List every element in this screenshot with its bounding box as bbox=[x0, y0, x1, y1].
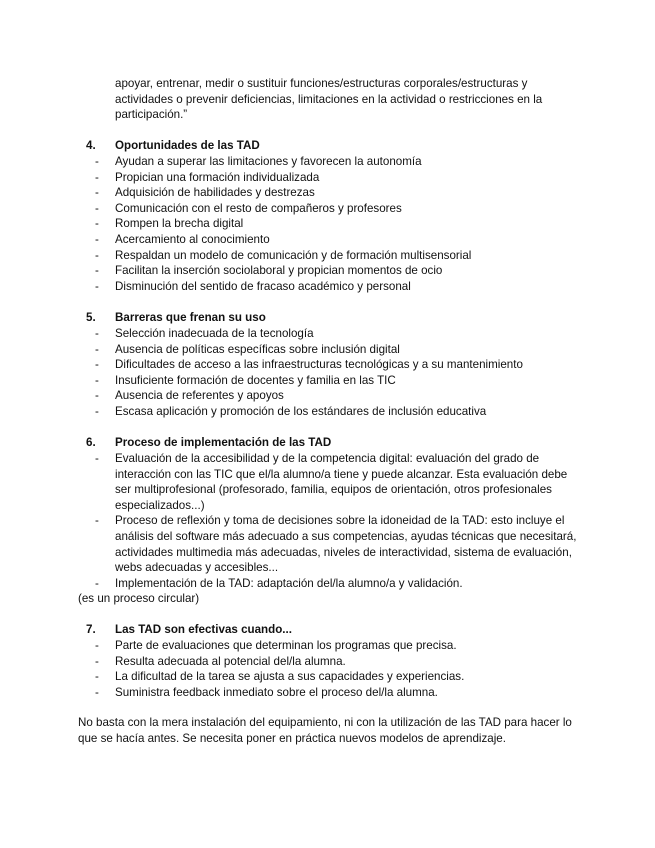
list-item: - Evaluación de la accesibilidad y de la competencia digital: evaluación del grado de interacción con las TIC que el/la alumno/a tiene y puede alcanzar. Esta evaluación debe ser multiprofesional (profesorado, familia, equipos de orientación, otros profesionales especializados...) bbox=[92, 451, 582, 513]
intro-paragraph: apoyar, entrenar, medir o sustituir funciones/estructuras corporales/estructuras y actividades o prevenir deficiencias, limitaciones en la actividad o restricciones en la participación.” bbox=[115, 77, 543, 122]
list-item: - Selección inadecuada de la tecnología bbox=[92, 326, 582, 342]
section-heading bbox=[86, 310, 266, 326]
section-title: Las TAD son efectivas cuando... bbox=[115, 623, 292, 636]
list-item: - La dificultad de la tarea se ajusta a sus capacidades y experiencias. bbox=[92, 669, 582, 685]
list-item: - Resulta adecuada al potencial del/la alumna. bbox=[92, 654, 582, 670]
section-heading bbox=[86, 622, 292, 638]
list-item: - Implementación de la TAD: adaptación del/la alumno/a y validación. bbox=[92, 576, 582, 592]
closing-paragraph: No basta con la mera instalación del equipamiento, ni con la utilización de las TAD para hacer lo que se hacía antes. Se necesita poner en práctica nuevos modelos de aprendizaje. bbox=[78, 716, 572, 745]
list-item: - Acercamiento al conocimiento bbox=[92, 232, 582, 248]
list-item: - Comunicación con el resto de compañeros y profesores bbox=[92, 201, 582, 217]
section-title: Oportunidades de las TAD bbox=[115, 139, 260, 152]
section-list bbox=[92, 154, 582, 294]
section-number: 7. bbox=[86, 623, 96, 636]
list-item: - Ayudan a superar las limitaciones y favorecen la autonomía bbox=[92, 154, 582, 170]
list-item: - Disminución del sentido de fracaso académico y personal bbox=[92, 279, 582, 295]
section-list bbox=[92, 326, 582, 420]
list-item: - Ausencia de políticas específicas sobre inclusión digital bbox=[92, 342, 582, 358]
section-list bbox=[92, 638, 582, 700]
list-item: - Rompen la brecha digital bbox=[92, 216, 582, 232]
list-item: - Insuficiente formación de docentes y familia en las TIC bbox=[92, 373, 582, 389]
section-list bbox=[92, 451, 582, 591]
list-item: - Facilitan la inserción sociolaboral y propician momentos de ocio bbox=[92, 263, 582, 279]
section-number: 5. bbox=[86, 311, 96, 324]
list-item: - Ausencia de referentes y apoyos bbox=[92, 388, 582, 404]
list-item: - Parte de evaluaciones que determinan los programas que precisa. bbox=[92, 638, 582, 654]
section-number: 6. bbox=[86, 436, 96, 449]
list-item: - Escasa aplicación y promoción de los estándares de inclusión educativa bbox=[92, 404, 582, 420]
list-item: - Suministra feedback inmediato sobre el proceso del/la alumna. bbox=[92, 685, 582, 701]
list-item: - Adquisición de habilidades y destrezas bbox=[92, 185, 582, 201]
section-title: Proceso de implementación de las TAD bbox=[115, 436, 332, 449]
section-title: Barreras que frenan su uso bbox=[115, 311, 266, 324]
section-heading bbox=[86, 435, 331, 451]
list-item: - Proceso de reflexión y toma de decisiones sobre la idoneidad de la TAD: esto incluye el análisis del software más adecuado a sus competencias, ayudas técnicas que necesitará, actividades multimedia más adecuadas, niveles de interactividad, sistema de evaluación, webs adecuadas y accesibles... bbox=[92, 513, 582, 575]
list-item: - Propician una formación individualizada bbox=[92, 170, 582, 186]
section-note: (es un proceso circular) bbox=[78, 592, 200, 605]
section-number: 4. bbox=[86, 139, 96, 152]
section-heading bbox=[86, 138, 260, 154]
list-item: - Respaldan un modelo de comunicación y de formación multisensorial bbox=[92, 248, 582, 264]
list-item: - Dificultades de acceso a las infraestructuras tecnológicas y a su mantenimiento bbox=[92, 357, 582, 373]
